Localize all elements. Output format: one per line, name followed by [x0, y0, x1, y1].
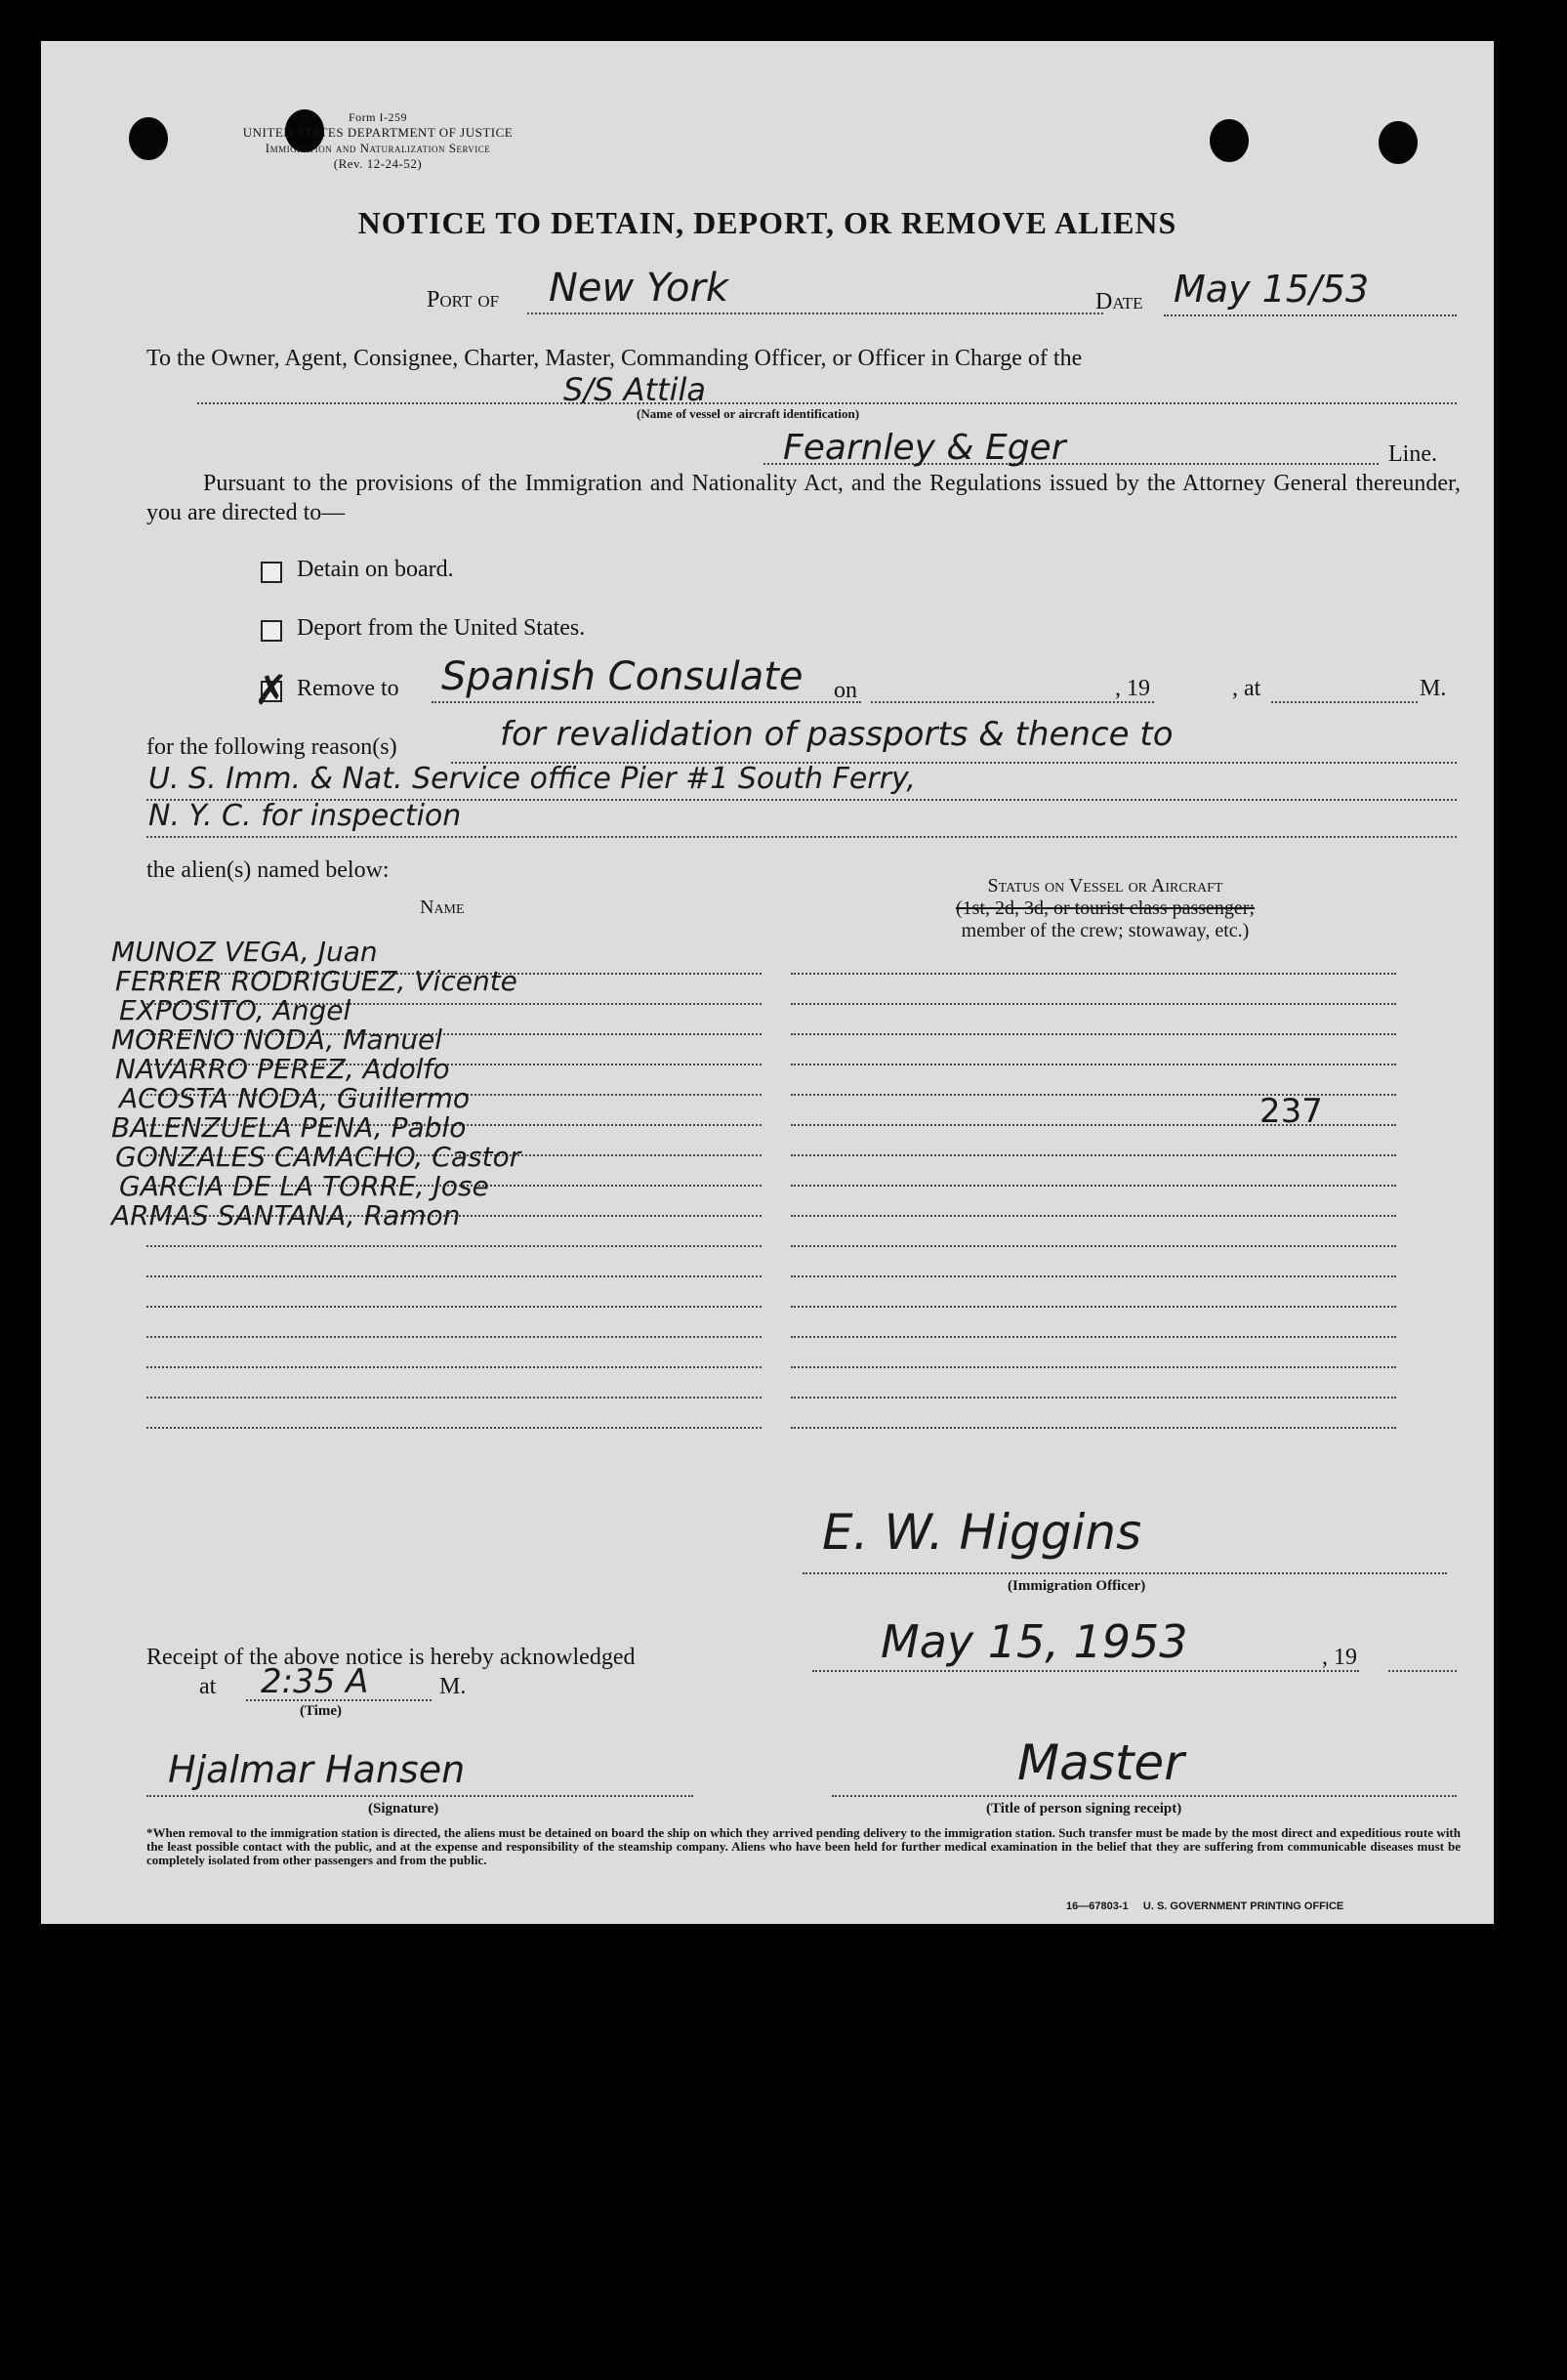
- port-label: Port of: [427, 287, 500, 313]
- alien-row-line: [146, 1427, 762, 1429]
- status-row-line: [791, 1185, 1396, 1187]
- status-column-header: [851, 875, 1359, 942]
- remove-label: Remove to: [297, 676, 399, 701]
- agency-line1: UNITED STATES DEPARTMENT OF JUSTICE: [242, 125, 514, 140]
- punch-hole: [1210, 119, 1249, 162]
- form-sheet: [41, 41, 1494, 1924]
- alien-name: GARCIA DE LA TORRE, Jose: [119, 1170, 489, 1202]
- printer-line: 16—67803-1 U. S. GOVERNMENT PRINTING OFFICE: [1066, 1900, 1344, 1912]
- remove-19: , 19: [1115, 676, 1150, 701]
- reason-line3: N. Y. C. for inspection: [148, 799, 462, 833]
- deport-checkbox[interactable]: [261, 620, 282, 642]
- status-row-line: [791, 1397, 1396, 1399]
- receipt-m: M.: [439, 1674, 467, 1699]
- alien-name: FERRER RODRIGUEZ, Vicente: [115, 965, 517, 997]
- status-row-line: [791, 1003, 1396, 1005]
- status-header-line2: (1st, 2d, 3d, or tourist class passenger;: [955, 898, 1256, 919]
- alien-name: ACOSTA NODA, Guillermo: [119, 1082, 471, 1114]
- reason-label: for the following reason(s): [146, 734, 397, 760]
- time-caption: (Time): [300, 1703, 343, 1719]
- officer-signature: E. W. Higgins: [822, 1504, 1142, 1561]
- alien-row-line: [146, 1336, 762, 1338]
- reason-line2: U. S. Imm. & Nat. Service office Pier #1 South Ferry,: [148, 762, 916, 796]
- vessel-caption: (Name of vessel or aircraft identification): [637, 406, 860, 421]
- line-value: Fearnley & Eger: [783, 428, 1066, 468]
- title-signer-caption: (Title of person signing receipt): [986, 1801, 1182, 1816]
- aliens-label: the alien(s) named below:: [146, 857, 390, 883]
- name-column-header: Name: [420, 897, 465, 918]
- status-header-line3: member of the crew; stowaway, etc.): [961, 920, 1250, 941]
- alien-name: NAVARRO PEREZ, Adolfo: [115, 1053, 450, 1085]
- alien-row-line: [146, 1275, 762, 1277]
- officer-caption: (Immigration Officer): [1008, 1578, 1146, 1594]
- alien-name: GONZALES CAMACHO, Castor: [115, 1141, 521, 1173]
- receipt-date: May 15, 1953: [881, 1615, 1188, 1668]
- line-label: Line.: [1388, 441, 1437, 467]
- title-signer-value: Master: [1017, 1734, 1184, 1791]
- addressee-text: To the Owner, Agent, Consignee, Charter, Master, Commanding Officer, or Officer in Charge of the: [146, 346, 1083, 371]
- status-row-line: [791, 973, 1396, 975]
- alien-name: MUNOZ VEGA, Juan: [111, 936, 378, 968]
- alien-row-line: [146, 1366, 762, 1368]
- status-row-line: [791, 1215, 1396, 1217]
- receipt-text: Receipt of the above notice is hereby acknowledged: [146, 1645, 636, 1670]
- status-row-line: [791, 1245, 1396, 1247]
- remove-m: M.: [1420, 676, 1447, 701]
- receipt-time: 2:35 A: [261, 1662, 369, 1701]
- alien-name: MORENO NODA, Manuel: [111, 1023, 443, 1056]
- agency-header: [129, 109, 627, 172]
- port-value: New York: [549, 266, 729, 311]
- status-row-line: [791, 1427, 1396, 1429]
- detain-checkbox[interactable]: [261, 562, 282, 583]
- status-header-line1: Status on Vessel or Aircraft: [987, 875, 1223, 897]
- pursuant-text: Pursuant to the provisions of the Immigration and Nationality Act, and the Regulations issued by the Attorney General thereunder, you are directed to—: [146, 471, 1461, 525]
- alien-name: ARMAS SANTANA, Ramon: [111, 1199, 461, 1232]
- page-title: NOTICE TO DETAIN, DEPORT, OR REMOVE ALIENS: [357, 205, 1177, 240]
- receipt-at: at: [199, 1674, 217, 1699]
- status-row-line: [791, 1154, 1396, 1156]
- remove-at: , at: [1232, 676, 1261, 701]
- status-row-line: [791, 1366, 1396, 1368]
- alien-row-line: [146, 1306, 762, 1308]
- reason-line1: for revalidation of passports & thence to: [500, 715, 1174, 754]
- status-number: 237: [1259, 1092, 1323, 1131]
- alien-name: BALENZUELA PENA, Pablo: [111, 1111, 467, 1144]
- revision: (Rev. 12-24-52): [333, 156, 423, 171]
- form-number: Form I-259: [349, 110, 407, 124]
- date-label: Date: [1095, 289, 1143, 314]
- status-row-line: [791, 1336, 1396, 1338]
- alien-row-line: [146, 1397, 762, 1399]
- alien-row-line: [146, 1245, 762, 1247]
- vessel-value: S/S Attila: [563, 371, 706, 408]
- agency-line2: Immigration and Naturalization Service: [265, 141, 491, 155]
- punch-hole: [1379, 121, 1418, 164]
- deport-label: Deport from the United States.: [297, 615, 586, 641]
- remove-destination: Spanish Consulate: [441, 654, 804, 699]
- status-row-line: [791, 1306, 1396, 1308]
- status-row-line: [791, 1064, 1396, 1065]
- remove-check-mark: ✗: [254, 666, 289, 714]
- status-row-line: [791, 1033, 1396, 1035]
- alien-name: EXPOSITO, Angel: [119, 994, 351, 1026]
- remove-on: on: [834, 678, 857, 703]
- detain-label: Detain on board.: [297, 557, 454, 582]
- signature-caption: (Signature): [368, 1801, 439, 1816]
- master-signature: Hjalmar Hansen: [168, 1748, 466, 1791]
- date-value: May 15/53: [1174, 268, 1370, 311]
- status-row-line: [791, 1275, 1396, 1277]
- footnote: *When removal to the immigration station is directed, the aliens must be detained on board the ship on which they arrived pending delivery to the immigration station. Such transfer must be made by the most direct and expeditious route with the least possible contact with the public, and at the expense and responsibility of the steamship company. Aliens who have been held for further medical examination in the belief that they are suffering from communicable diseases must be completely isolated from other passengers and from the public.: [146, 1825, 1461, 1867]
- receipt-19: , 19: [1322, 1645, 1357, 1670]
